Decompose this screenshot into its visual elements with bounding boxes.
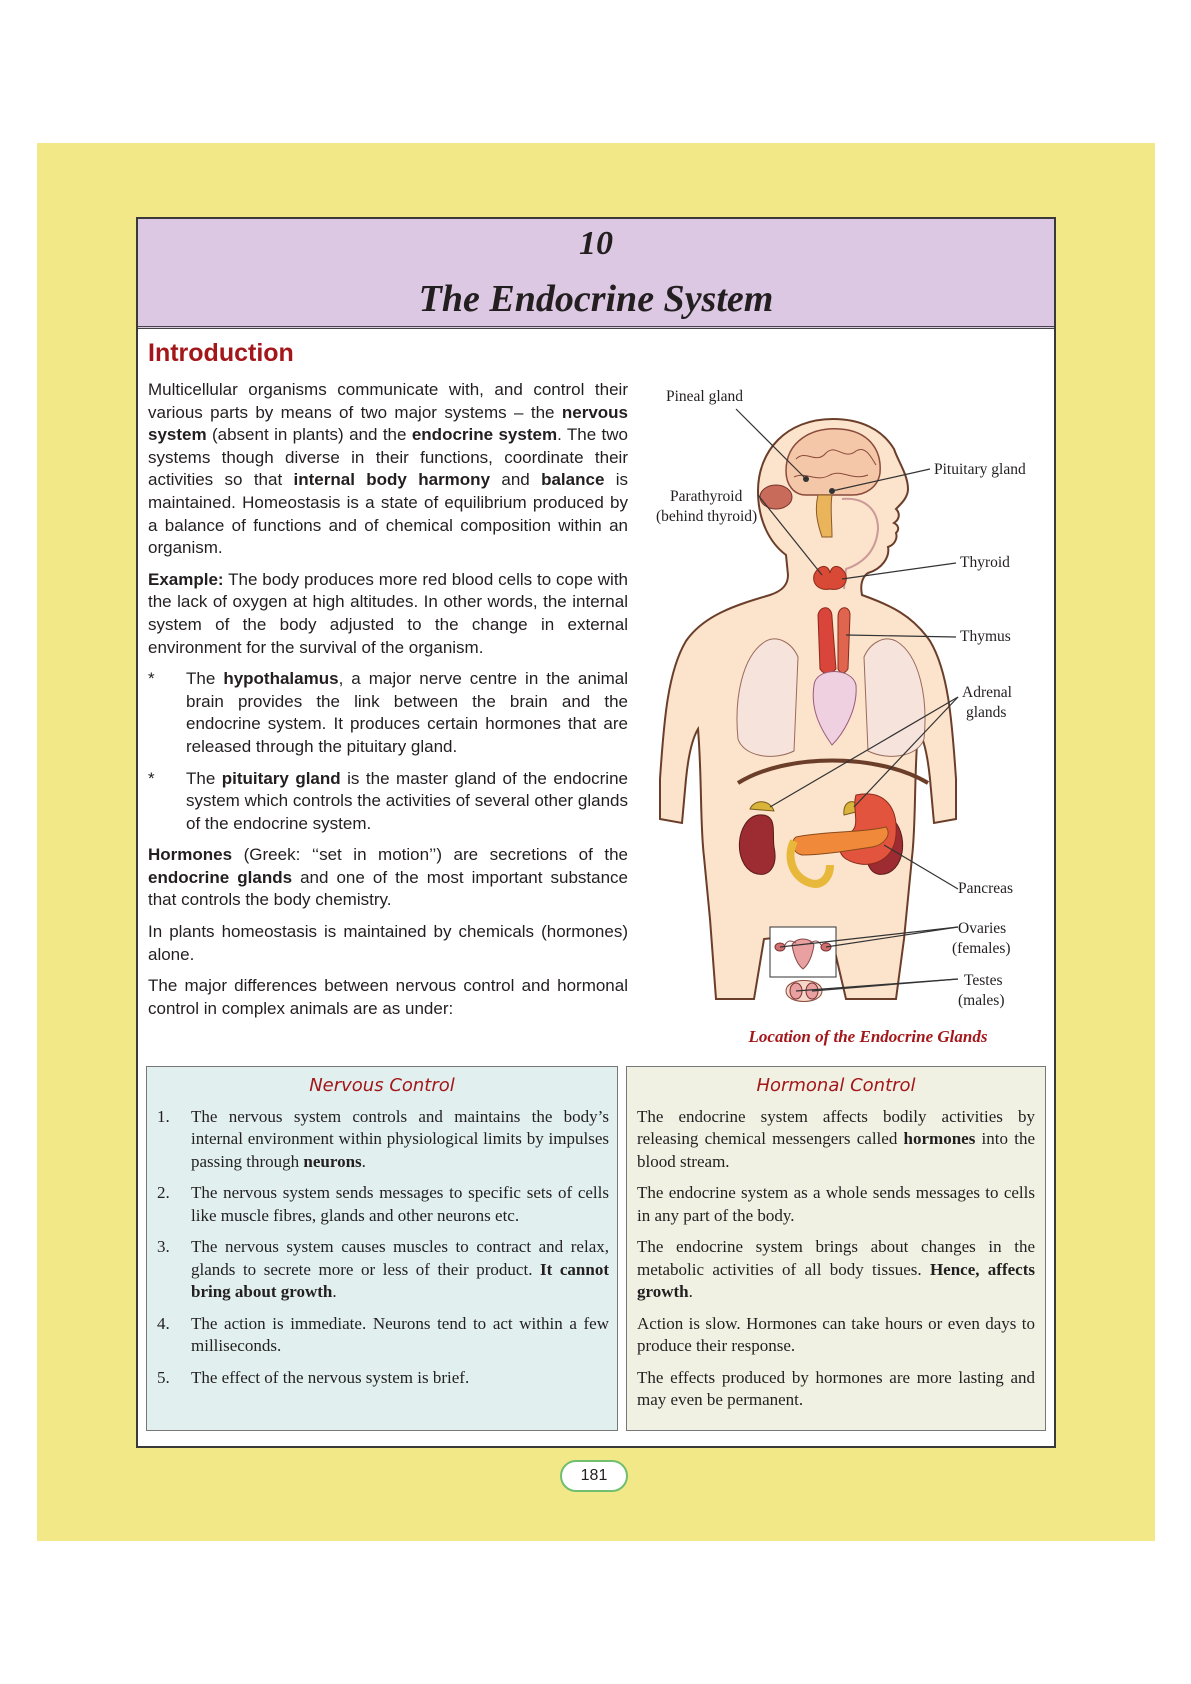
label-adrenal: Adrenal (962, 684, 1012, 701)
label-thyroid: Thyroid (960, 554, 1010, 571)
nervous-control-heading: Nervous Control (309, 1075, 455, 1096)
intro-paragraph: Multicellular organisms communicate with, and control their various parts by means of two major systems – the nervous system (absent in plants) and the endocrine system. The two systems though diverse in their functions, coordinate their activities so that internal body harmony and balance is maintained. Homeostasis is a state of equilibrium produced by a balance of functions and of chemical composition within an organism. (148, 380, 629, 558)
plants-paragraph: In plants homeostasis is maintained by chemicals (hormones) alone. (148, 922, 628, 964)
page-number: 181 (560, 1460, 628, 1492)
chapter-number: 10 (579, 225, 613, 262)
chapter-title-band (138, 219, 1054, 329)
cerebellum (760, 485, 792, 509)
label-adrenal-glands: glands (966, 704, 1007, 721)
hormones-paragraph: Hormones (Greek: ‘‘set in motion’’) are secretions of the endocrine glands and one of the most important substance that controls the body chemistry. (148, 845, 628, 910)
nervous-row: 3. The nervous system causes muscles to contract and relax, glands to secrete more or less of their product. It cannot bring about growth. (157, 1237, 609, 1301)
nervous-row: 4. The action is immediate. Neurons tend to act within a few milliseconds. (157, 1313, 609, 1355)
label-testes-note: (males) (958, 992, 1005, 1009)
chapter-title: The Endocrine System (418, 278, 774, 320)
label-pancreas: Pancreas (958, 880, 1014, 897)
nervous-row: 1. The nervous system controls and maintains the body’s internal environment within physiological limits by impulses passing through neurons. (157, 1106, 609, 1171)
label-pituitary: Pituitary gland (934, 461, 1026, 478)
hormonal-row: Action is slow. Hormones can take hours or even days to produce their response. (637, 1313, 1035, 1355)
differences-paragraph: The major differences between nervous control and hormonal control in complex animals are as under: (148, 976, 628, 1018)
hormonal-control-box (626, 1066, 1046, 1431)
hormonal-row: The endocrine system brings about changes in the metabolic activities of all body tissues. Hence, affects growth. (637, 1237, 1035, 1301)
diagram-caption: Location of the Endocrine Glands (748, 1027, 988, 1046)
bullet-pituitary: * The pituitary gland is the master gland of the endocrine system which controls the activities of several other glands of the endocrine system. (148, 768, 628, 833)
label-parathyroid: Parathyroid (670, 488, 743, 505)
label-ovaries-note: (females) (952, 940, 1011, 957)
example-paragraph: Example: The body produces more red blood cells to cope with the lack of oxygen at high altitudes. In other words, the internal system of the body adjusted to the change in external environment for the survival of the organism. (148, 569, 628, 657)
label-parathyroid-note: (behind thyroid) (656, 508, 758, 525)
hormonal-row: The endocrine system affects bodily activities by releasing chemical messengers called hormones into the blood stream. (637, 1106, 1035, 1171)
label-testes: Testes (964, 972, 1003, 989)
hormonal-row: The effects produced by hormones are more lasting and may even be permanent. (637, 1367, 1035, 1409)
intro-text-column (148, 379, 628, 1029)
nervous-row: 2. The nervous system sends messages to specific sets of cells like muscle fibres, glands and other neurons etc. (157, 1183, 609, 1225)
label-thymus: Thymus (960, 628, 1011, 645)
label-pineal: Pineal gland (666, 388, 744, 405)
label-ovaries: Ovaries (958, 920, 1007, 937)
endocrine-diagram (646, 379, 1052, 1019)
thymus-organ-right (838, 608, 850, 673)
hormonal-row: The endocrine system as a whole sends messages to cells in any part of the body. (637, 1183, 1035, 1225)
bullet-hypothalamus: * The hypothalamus, a major nerve centre in the animal brain provides the link between the brain and the endocrine system. It produces certain hormones that are released through the pituitary gland. (148, 669, 628, 756)
nervous-row: 5. The effect of the nervous system is brief. (157, 1367, 470, 1387)
hormonal-control-heading: Hormonal Control (756, 1075, 916, 1096)
nervous-control-box (146, 1066, 618, 1431)
page-frame (136, 217, 1056, 1448)
section-heading: Introduction (148, 339, 294, 367)
